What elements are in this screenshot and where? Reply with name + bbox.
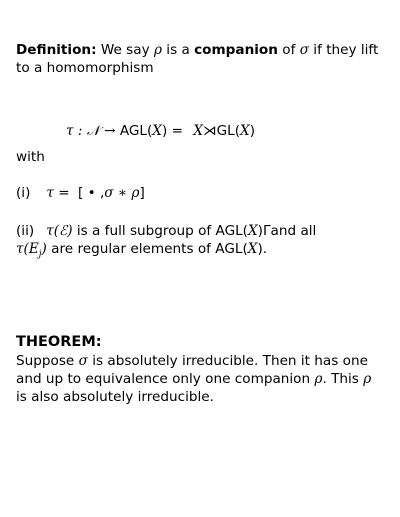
theorem-title: THEOREM: [16, 334, 102, 350]
cond-ii-x2: X [247, 241, 258, 257]
theorem-text-1: Suppose [16, 353, 79, 369]
cond-ii-close: ) [41, 241, 47, 257]
homomorphism-equation [66, 122, 255, 140]
cond-ii-tau-e: τ(ℰ) [46, 223, 73, 239]
definition-paragraph [16, 41, 386, 77]
eq-semidirect: ⋊ [203, 123, 217, 139]
definition-text-4: if they lift to a homomorphism [16, 42, 379, 76]
cond-ii-tau-ej: τ(E [16, 241, 39, 257]
cond-i-comma: , [95, 185, 105, 201]
theorem-text-4: is also absolutely irreducible. [16, 389, 214, 405]
eq-close-eq: ) = [161, 123, 188, 139]
cond-ii-sub-j: j [38, 249, 42, 260]
theorem-rho: ρ [314, 371, 323, 387]
cond-ii-number: (ii) [16, 223, 35, 239]
cond-i-bracket-close: ] [139, 185, 145, 201]
eq-x1: X [152, 123, 162, 139]
eq-close: ) [249, 123, 256, 139]
eq-gl: GL( [216, 123, 241, 139]
theorem-body [16, 352, 386, 406]
definition-text-3: of [277, 42, 300, 58]
theorem-text-3: . This [322, 371, 364, 387]
condition-ii [16, 222, 386, 264]
companion-term: companion [194, 42, 278, 58]
theorem-text-2: is absolutely irreducible. Then it has one and up to equivalence only one companion [16, 353, 368, 387]
with-text: with [16, 149, 45, 165]
eq-x2: X [193, 123, 204, 139]
definition-label: Definition: [16, 42, 97, 58]
eq-colon-n: : 𝒩 → [73, 123, 120, 139]
sigma-symbol: σ [299, 42, 309, 58]
cond-i-number: (i) [16, 185, 31, 201]
eq-agl: AGL( [119, 123, 153, 139]
eq-x3: X [240, 123, 250, 139]
cond-ii-text-1: is a full subgroup of AGL( [72, 223, 248, 239]
definition-text-2: is a [161, 42, 195, 58]
rho-symbol: ρ [153, 42, 162, 58]
theorem-rho-2: ρ [363, 371, 372, 387]
cond-i-tau: τ [46, 185, 54, 201]
cond-i-eq: = [53, 185, 74, 201]
cond-i-bracket-open: [ [77, 185, 88, 201]
condition-i [16, 184, 386, 202]
cond-i-bullet: • [87, 185, 96, 201]
cond-ii-text-4: ). [257, 241, 268, 257]
cond-ii-text-3: are regular elements of AGL( [46, 241, 248, 257]
definition-text-1: We say [96, 42, 154, 58]
eq-tau: τ [66, 123, 74, 139]
cond-ii-x: X [247, 223, 258, 239]
cond-ii-text-2: )Γand all [257, 223, 317, 239]
theorem-sigma: σ [78, 353, 88, 369]
cond-i-expr: σ ∗ ρ [104, 185, 140, 201]
